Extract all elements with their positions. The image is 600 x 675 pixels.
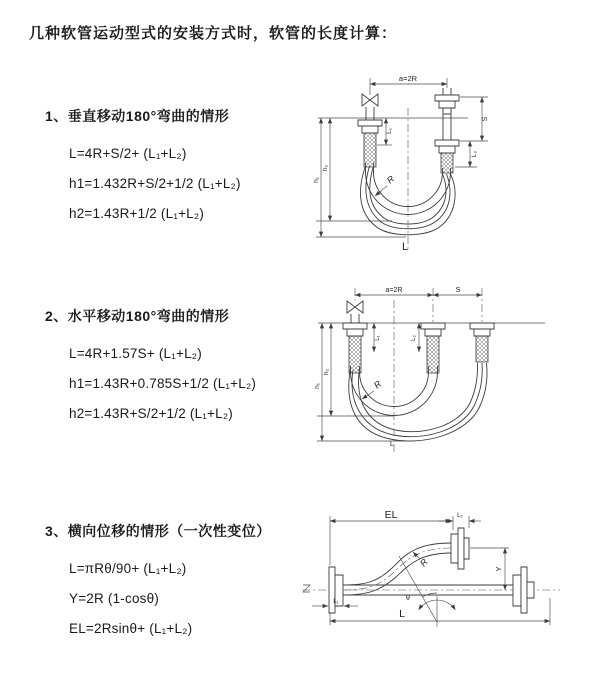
dim-h1: h₁ xyxy=(314,383,321,389)
left-pipe-assembly xyxy=(358,94,382,167)
dim-h2: h₂ xyxy=(322,164,329,172)
middle-pipe-assembly xyxy=(421,323,445,373)
dim-theta: θ xyxy=(406,595,410,602)
dim-l2: L₂ xyxy=(411,335,417,341)
braid-section xyxy=(364,133,376,167)
dim-r: R xyxy=(371,378,384,391)
dim-h1: h₁ xyxy=(313,177,320,183)
formula-el: EL=2Rsinθ+ (L₁+L₂) xyxy=(69,621,193,636)
flange xyxy=(470,323,494,329)
left-pipe-assembly xyxy=(343,301,367,373)
formula-h1: h1=1.432R+S/2+1/2 (L₁+L₂) xyxy=(69,176,241,191)
coupling-nut xyxy=(474,329,490,336)
dim-l1: L₁ xyxy=(333,599,339,605)
dimension-labels xyxy=(313,74,489,253)
dimension-lines xyxy=(312,516,550,625)
dim-s: S xyxy=(455,287,461,294)
coupling-nut xyxy=(439,146,455,153)
flange xyxy=(343,323,367,329)
section-lateral-displacement xyxy=(45,521,271,644)
braid-section xyxy=(349,336,361,373)
dim-l: L xyxy=(399,608,405,620)
flange xyxy=(435,140,459,146)
formula-l: L=4R+S/2+ (L₁+L₂) xyxy=(69,146,187,161)
right-flange xyxy=(513,567,534,613)
neck xyxy=(443,108,451,114)
dim-r: R xyxy=(384,173,397,186)
flange xyxy=(358,120,382,126)
formula-h2: h2=1.43R+1/2 (L₁+L₂) xyxy=(69,206,205,221)
dim-l2: L₂ xyxy=(471,150,478,158)
section-3-heading: 3、横向位移的情形（一次性变位） xyxy=(45,523,271,539)
braid-section xyxy=(427,336,439,373)
dim-l1: L₁ xyxy=(386,128,393,134)
right-pipe-assembly xyxy=(470,323,494,362)
lateral-displacement-diagram xyxy=(298,498,600,656)
dimension-lines xyxy=(316,78,488,237)
dim-h2: h₂ xyxy=(323,368,330,376)
section-vertical-movement xyxy=(45,106,241,229)
flange xyxy=(421,323,445,329)
formula-l: L=4R+1.57S+ (L₁+L₂) xyxy=(69,346,202,361)
dim-l1: L₁ xyxy=(375,335,381,341)
braid-section xyxy=(476,336,488,362)
section-2-heading: 2、水平移动180°弯曲的情形 xyxy=(45,308,230,324)
coupling-nut xyxy=(425,329,441,336)
coupling-nut xyxy=(347,329,363,336)
page-title: 几种软管运动型式的安装方式时，软管的长度计算： xyxy=(29,25,398,42)
vertical-bend-diagram xyxy=(313,72,585,258)
dim-s: S xyxy=(482,116,489,122)
dim-l2: L₂ xyxy=(457,513,463,519)
coupling-nut xyxy=(439,101,455,108)
coupling-nut xyxy=(362,126,378,133)
valve-icon xyxy=(347,301,363,313)
dim-a2r: a=2R xyxy=(385,287,403,294)
dim-el: EL xyxy=(384,509,398,521)
braid-section xyxy=(441,153,453,173)
formula-h1: h1=1.43R+0.785S+1/2 (L₁+L₂) xyxy=(69,376,257,391)
horizontal-bend-diagram xyxy=(305,282,600,458)
hose-arcs xyxy=(349,363,487,441)
valve-icon xyxy=(362,94,378,106)
upper-flange xyxy=(451,528,469,569)
dim-l: L xyxy=(390,441,394,448)
dim-a2r: a=2R xyxy=(398,74,418,83)
dim-r: R xyxy=(417,556,430,569)
dim-l: L xyxy=(401,241,409,253)
formula-h2: h2=1.43R+S/2+1/2 (L₁+L₂) xyxy=(69,406,233,421)
formula-y: Y=2R (1-cosθ) xyxy=(69,591,160,606)
section-1-heading: 1、垂直移动180°弯曲的情形 xyxy=(45,108,230,124)
right-pipe-assembly xyxy=(435,88,459,173)
dim-y: Y xyxy=(494,566,503,572)
section-horizontal-movement xyxy=(45,306,256,429)
displaced-hose-position xyxy=(343,543,452,595)
formula-l: L=πRθ/90+ (L₁+L₂) xyxy=(69,561,187,576)
left-flange xyxy=(329,567,343,613)
dimension-labels xyxy=(333,509,503,620)
flange xyxy=(435,95,459,101)
break-mark xyxy=(303,585,310,592)
